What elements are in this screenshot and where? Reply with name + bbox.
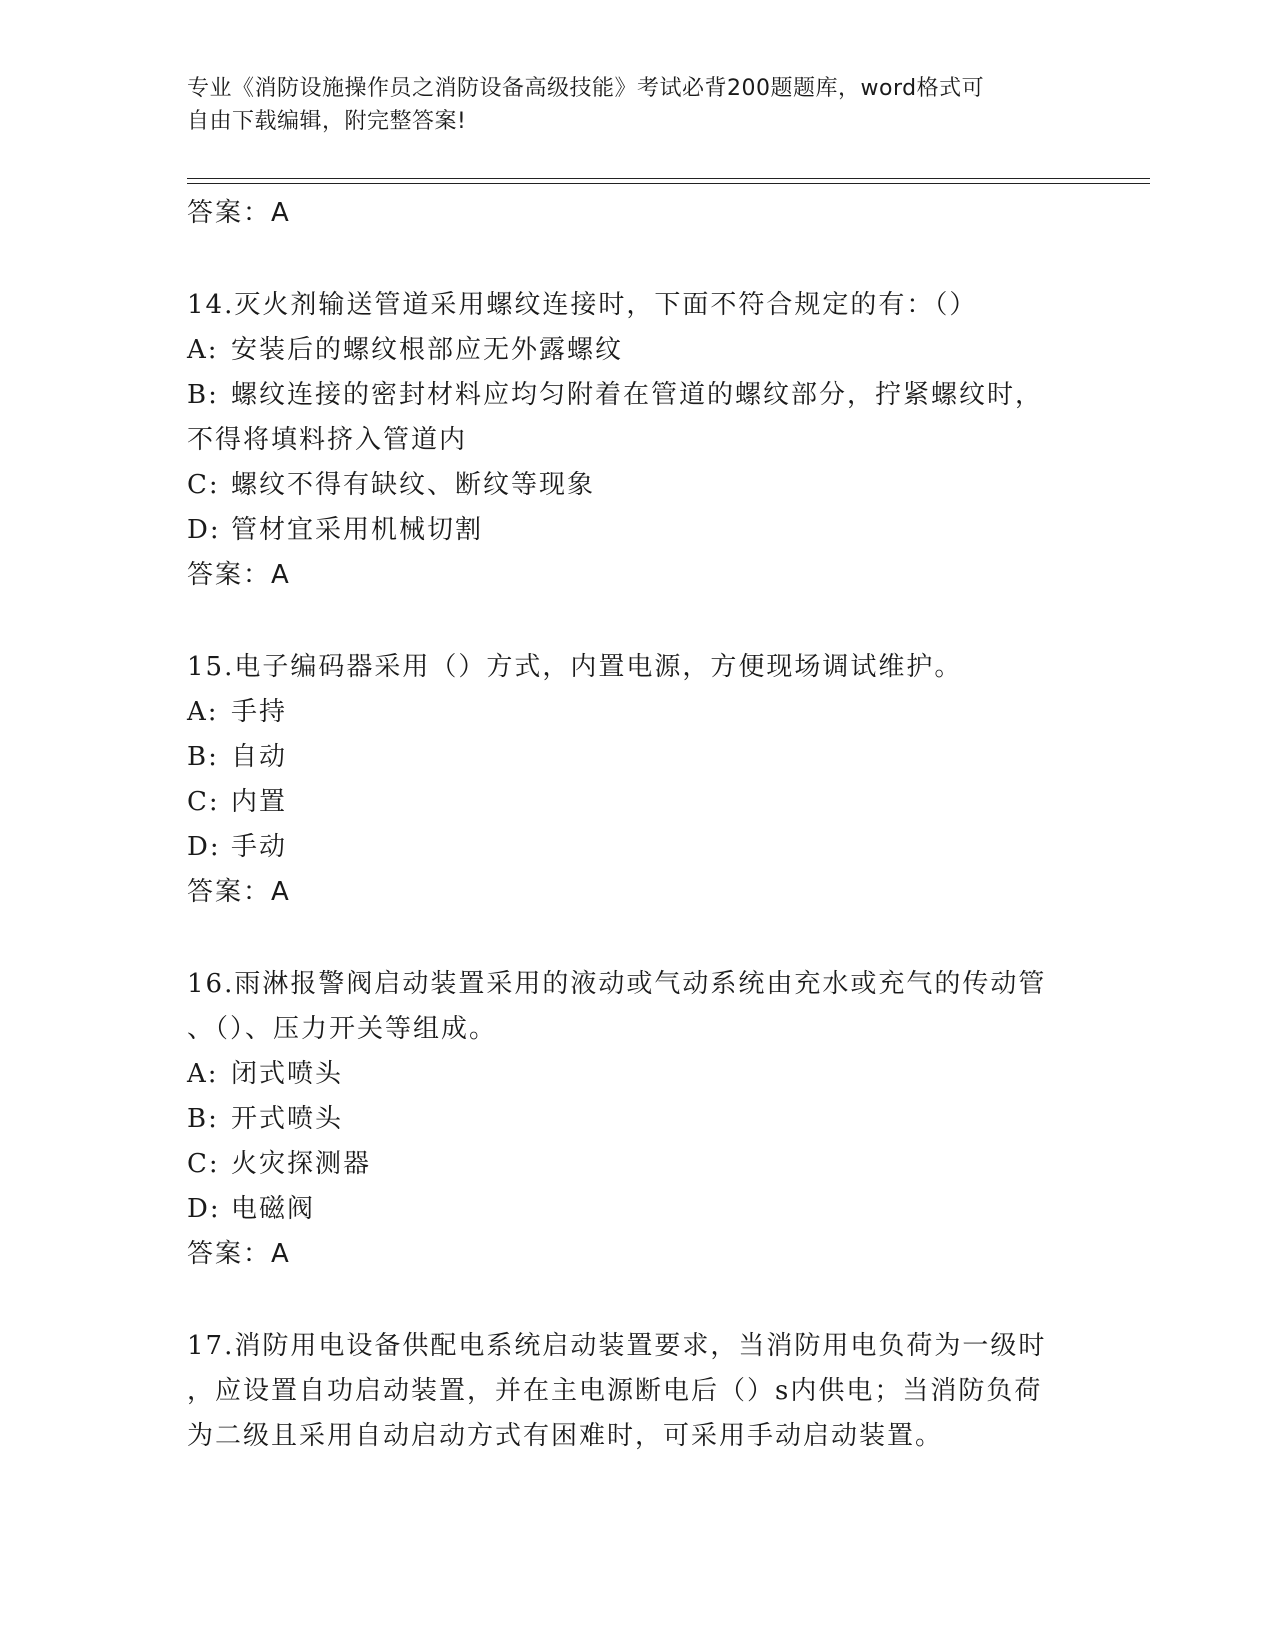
question-number: 15.	[187, 652, 235, 682]
question-text	[187, 1324, 1087, 1369]
question-text-continued: 、（）、压力开关等组成。	[187, 1014, 498, 1044]
header-line-2: 自由下载编辑，附完整答案!	[187, 109, 467, 134]
question-number: 16.	[187, 969, 235, 999]
option-letter: B:	[187, 742, 219, 772]
question-15	[187, 645, 1087, 915]
question-text	[187, 645, 1087, 690]
option-text: 手动	[231, 832, 288, 862]
question-14	[187, 283, 1087, 598]
question-text-continued: ，应设置自功启动装置，并在主电源断电后（）s内供电；当消防负荷	[187, 1376, 1043, 1406]
option-text: 管材宜采用机械切割	[231, 515, 484, 545]
option-b	[187, 735, 1087, 780]
option-a	[187, 1052, 1087, 1097]
option-a	[187, 690, 1087, 735]
question-16	[187, 962, 1087, 1277]
question-text-continued: 为二级且采用自动启动方式有困难时，可采用手动启动装置。	[187, 1421, 944, 1451]
option-letter: B:	[187, 1104, 219, 1134]
option-a	[187, 328, 1087, 373]
question-text	[187, 962, 1087, 1007]
option-text: 闭式喷头	[231, 1059, 344, 1089]
option-text: 火灾探测器	[231, 1149, 372, 1179]
answer-line: 答案：A	[187, 877, 291, 907]
question-list	[187, 191, 1087, 1459]
question-number: 17.	[187, 1331, 235, 1361]
option-text: 自动	[231, 742, 288, 772]
option-letter: A:	[187, 1059, 219, 1089]
question-stem: 灭火剂输送管道采用螺纹连接时，下面不符合规定的有：（）	[234, 290, 978, 320]
answer-line: 答案：A	[187, 1239, 291, 1269]
answer-line: 答案：A	[187, 560, 291, 590]
question-number: 14.	[187, 290, 235, 320]
header-line-1: 专业《消防设施操作员之消防设备高级技能》考试必背200题题库，word格式可	[187, 76, 985, 101]
option-c	[187, 780, 1087, 825]
option-letter: D:	[187, 1194, 221, 1224]
option-b	[187, 373, 1087, 418]
option-letter: A:	[187, 697, 219, 727]
option-b-continued	[187, 418, 1087, 463]
option-letter: D:	[187, 832, 221, 862]
option-letter: C:	[187, 470, 220, 500]
option-text: 开式喷头	[231, 1104, 344, 1134]
option-text: 安装后的螺纹根部应无外露螺纹	[231, 335, 624, 365]
header-divider	[187, 178, 1150, 184]
option-d	[187, 825, 1087, 870]
answer-line: 答案：A	[187, 198, 291, 228]
page-header	[187, 72, 1067, 138]
option-text: 螺纹连接的密封材料应均匀附着在管道的螺纹部分，拧紧螺纹时，	[231, 380, 1044, 410]
question-stem: 电子编码器采用（）方式，内置电源，方便现场调试维护。	[234, 652, 963, 682]
option-d	[187, 508, 1087, 553]
question-stem: 雨淋报警阀启动装置采用的液动或气动系统由充水或充气的传动管	[234, 969, 1047, 999]
option-b	[187, 1097, 1087, 1142]
question-text	[187, 283, 1087, 328]
option-c	[187, 463, 1087, 508]
option-text: 电磁阀	[231, 1194, 316, 1224]
question-17	[187, 1324, 1087, 1459]
option-letter: C:	[187, 1149, 220, 1179]
option-text: 螺纹不得有缺纹、断纹等现象	[231, 470, 596, 500]
option-text: 内置	[231, 787, 288, 817]
option-letter: C:	[187, 787, 220, 817]
option-d	[187, 1187, 1087, 1232]
option-c	[187, 1142, 1087, 1187]
option-text: 手持	[231, 697, 288, 727]
option-letter: B:	[187, 380, 219, 410]
option-letter: A:	[187, 335, 219, 365]
question-stem: 消防用电设备供配电系统启动装置要求，当消防用电负荷为一级时	[234, 1331, 1047, 1361]
option-letter: D:	[187, 515, 221, 545]
option-text-continued: 不得将填料挤入管道内	[187, 425, 468, 455]
